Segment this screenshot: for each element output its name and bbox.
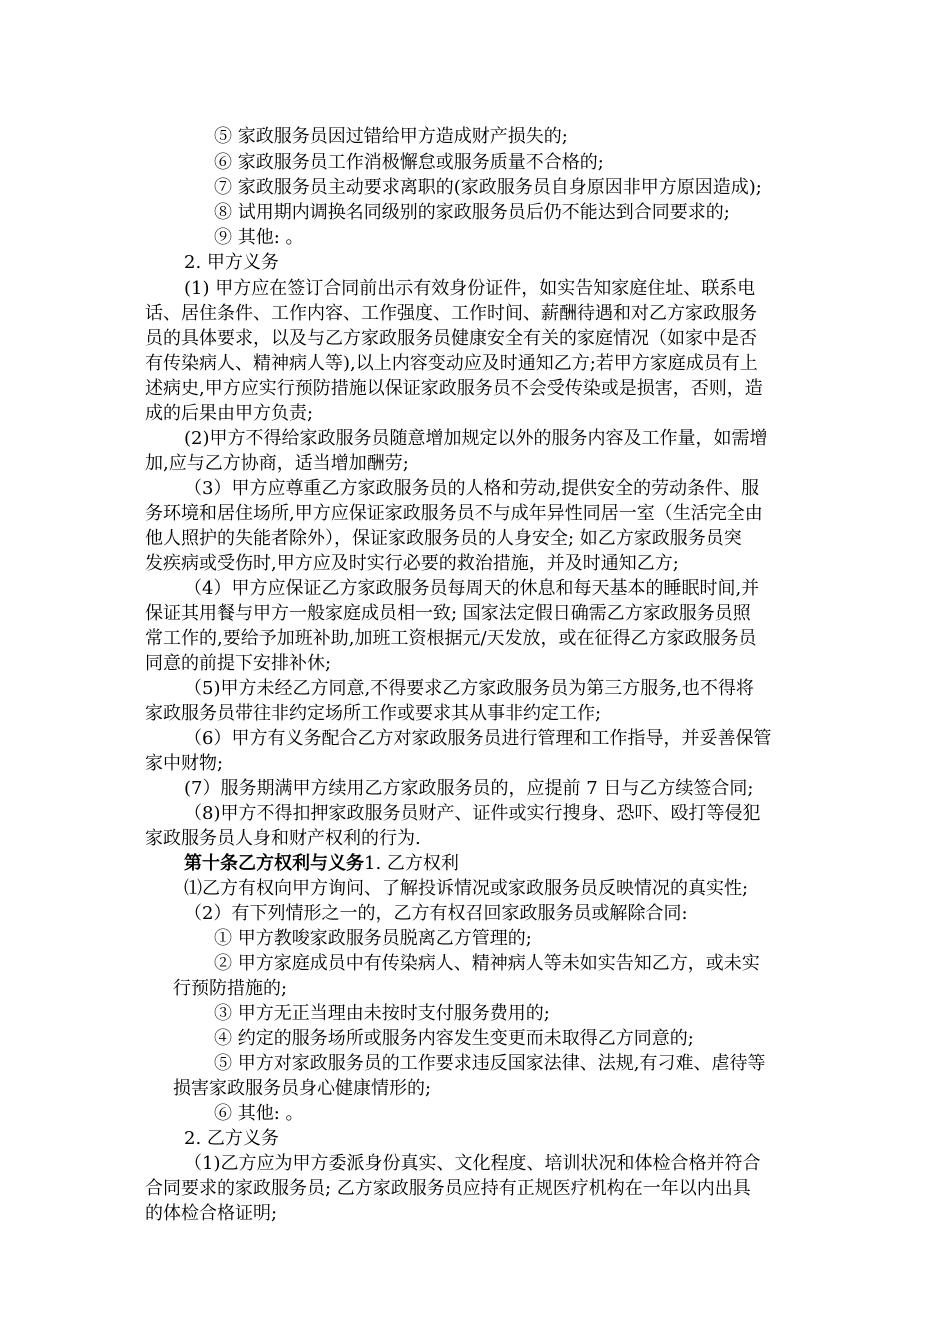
text-line: 有传染病人、精神病人等),以上内容变动应及时通知乙方;若甲方家庭成员有上 xyxy=(145,353,758,374)
text-line: (1) 甲方应在签订合同前出示有效身份证件，如实告知家庭住址、联系电 xyxy=(184,278,756,299)
text-line: 他人照护的失能者除外），保证家政服务员的人身安全; 如乙方家政服务员突 xyxy=(145,528,742,549)
section-heading: 2. 乙方义务 xyxy=(184,1128,279,1149)
text-line: （4）甲方应保证乙方家政服务员每周天的休息和每天基本的睡眠时间,并 xyxy=(184,578,760,599)
text-line: ④ 约定的服务场所或服务内容发生变更而未取得乙方同意的; xyxy=(214,1028,694,1049)
text-line: 家政服务员带往非约定场所工作或要求其从事非约定工作; xyxy=(145,703,602,724)
text-line: 保证其用餐与甲方一般家庭成员相一致; 国家法定假日确需乙方家政服务员照 xyxy=(145,603,751,624)
text-line: （2）有下列情形之一的，乙方有权召回家政服务员或解除合同: xyxy=(184,903,688,924)
text-line: 行预防措施的; xyxy=(173,978,288,999)
text-line: 常工作的,要给予加班补助,加班工资根据元/天发放，或在征得乙方家政服务员 xyxy=(145,628,757,649)
text-line: ⑨ 其他: 。 xyxy=(214,227,304,248)
text-line: （5)甲方未经乙方同意,不得要求乙方家政服务员为第三方服务,也不得将 xyxy=(184,678,754,699)
text-line: ② 甲方家庭成员中有传染病人、精神病人等未如实告知乙方，或未实 xyxy=(214,953,760,974)
article-heading-line xyxy=(184,851,459,877)
text-line: ⑧ 试用期内调换名同级别的家政服务员后仍不能达到合同要求的; xyxy=(214,202,730,223)
text-line: 发疾病或受伤时,甲方应及时实行必要的救治措施，并及时通知乙方; xyxy=(145,553,679,574)
text-line: 述病史,甲方应实行预防措施以保证家政服务员不会受传染或是损害，否则，造 xyxy=(145,378,763,399)
text-line: 家中财物; xyxy=(145,753,224,774)
text-line: ① 甲方教唆家政服务员脱离乙方管理的; xyxy=(214,928,532,949)
text-line: 成的后果由甲方负责; xyxy=(145,403,314,424)
text-line: 的体检合格证明; xyxy=(145,1203,278,1224)
text-line: ⑦ 家政服务员主动要求离职的(家政服务员自身原因非甲方原因造成); xyxy=(214,177,762,198)
text-line: ③ 甲方无正当理由未按时支付服务费用的; xyxy=(214,1003,550,1024)
text-line: 家政服务员人身和财产权利的行为. xyxy=(145,828,421,849)
text-line: （3）甲方应尊重乙方家政服务员的人格和劳动,提供安全的劳动条件、服 xyxy=(184,478,760,499)
text-line: 同意的前提下安排补休; xyxy=(145,653,332,674)
text-line: 损害家政服务员身心健康情形的; xyxy=(173,1078,432,1099)
text-line: 话、居住条件、工作内容、工作强度、工作时间、薪酬待遇和对乙方家政服务 xyxy=(145,303,757,324)
text-line: ⑥ 其他: 。 xyxy=(214,1103,304,1124)
section-heading: 2. 甲方义务 xyxy=(184,252,279,273)
text-line: （8)甲方不得扣押家政服务员财产、证件或实行搜身、恐吓、殴打等侵犯 xyxy=(184,803,761,824)
text-line: 务环境和居住场所,甲方应保证家政服务员不与成年异性同居一室（生活完全由 xyxy=(145,503,763,524)
text-line: ⑤ 甲方对家政服务员的工作要求违反国家法律、法规,有刁难、虐待等 xyxy=(214,1053,766,1074)
article-heading: 第十条乙方权利与义务 xyxy=(184,853,364,874)
text-line: (2)甲方不得给家政服务员随意增加规定以外的服务内容及工作量，如需增 xyxy=(184,428,768,449)
text-line: (7）服务期满甲方续用乙方家政服务员的，应提前 7 日与乙方续签合同; xyxy=(184,778,754,799)
text-line: （6）甲方有义务配合乙方对家政服务员进行管理和工作指导，并妥善保管 xyxy=(184,728,772,749)
subsection-heading: 1. 乙方权利 xyxy=(364,853,459,874)
text-line: ⑥ 家政服务员工作消极懈怠或服务质量不合格的; xyxy=(214,152,604,173)
text-line: 合同要求的家政服务员; 乙方家政服务员应持有正规医疗机构在一年以内出具 xyxy=(145,1178,751,1199)
text-line: 员的具体要求，以及与乙方家政服务员健康安全有关的家庭情况（如家中是否 xyxy=(145,328,757,349)
text-line: ⑤ 家政服务员因过错给甲方造成财产损失的; xyxy=(214,126,568,147)
text-line: ⑴乙方有权向甲方询问、了解投诉情况或家政服务员反映情况的真实性; xyxy=(184,878,749,899)
text-line: （1)乙方应为甲方委派身份真实、文化程度、培训状况和体检合格并符合 xyxy=(184,1153,761,1174)
text-line: 加,应与乙方协商，适当增加酬劳; xyxy=(145,453,409,474)
